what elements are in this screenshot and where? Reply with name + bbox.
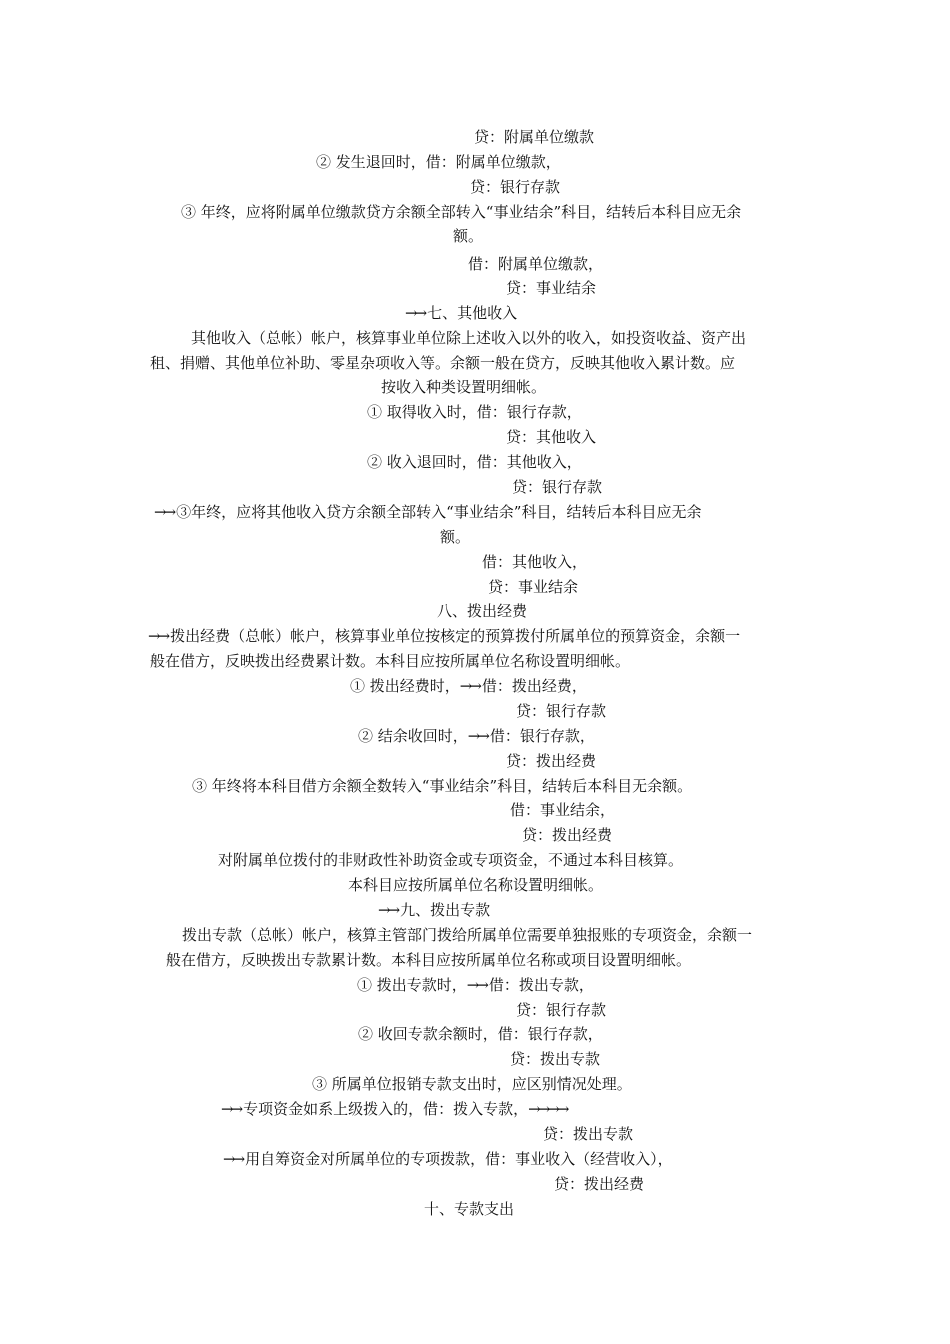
text-line: 般在借方，反映拨出专款累计数。本科目应按所属单位名称或项目设置明细帐。 [166,951,692,969]
text-line: ① 取得收入时，借：银行存款， [367,403,582,421]
text-line: →→ 专项资金如系上级拨入的，借：拨入专款，→→→→ [221,1100,567,1118]
tab-arrow-icon: →→ [467,727,487,745]
section-heading: →→ 七、其他收入 [405,304,518,322]
text-line: 贷：银行存款 [512,478,603,496]
text-line: 般在借方，反映拨出经费累计数。本科目应按所属单位名称设置明细帐。 [150,652,631,670]
section-heading: 八、拨出经费 [437,602,528,620]
text-line: →→ 用自筹资金对所属单位的专项拨款，借：事业收入（经营收入）， [223,1150,673,1168]
text-line: 贷：银行存款 [470,178,561,196]
tab-arrow-icon: →→ [459,677,479,695]
text-line: 贷：拨出经费 [554,1175,645,1193]
tab-arrow-icon: →→ [154,503,174,521]
text-line: 本科目应按所属单位名称设置明细帐。 [348,876,604,894]
text-line: →→ 拨出经费（总帐）帐户，核算事业单位按核定的预算拨付所属单位的预算资金，余额一 [148,627,741,645]
text-line: 额。 [453,227,484,245]
text-line: 贷：拨出专款 [510,1050,601,1068]
text-line: ① 拨出经费时，→→ 借：拨出经费， [350,677,587,695]
text-line: 租、捐赠、其他单位补助、零星杂项收入等。余额一般在贷方，反映其他收入累计数。应 [150,354,736,372]
text-line: 贷：拨出经费 [506,752,597,770]
text-line: ② 收回专款余额时，借：银行存款， [358,1025,603,1043]
text-line: 贷：拨出专款 [543,1125,634,1143]
section-heading: 十、专款支出 [424,1200,515,1218]
text-line: ② 结余收回时，→→ 借：银行存款， [358,727,595,745]
text-line: 额。 [440,528,471,546]
text-line: ② 收入退回时，借：其他收入， [367,453,582,471]
text-line: 借：事业结余， [510,801,616,819]
text-line: ③ 年终，应将附属单位缴款贷方余额全部转入“事业结余”科目，结转后本科目应无余 [181,203,742,221]
text-line: 贷：事业结余 [488,578,579,596]
text-line: →→ ③年终，应将其他收入贷方余额全部转入“事业结余”科目，结转后本科目应无余 [154,503,702,521]
text-line: ③ 年终将本科目借方余额全数转入“事业结余”科目，结转后本科目无余额。 [192,777,693,795]
tab-arrow-icon: →→ [223,1150,243,1168]
text-line: 对附属单位拨付的非财政性补助资金或专项资金，不通过本科目核算。 [218,851,684,869]
text-line: 按收入种类设置明细帐。 [381,378,547,396]
text-line: ③ 所属单位报销专款支出时，应区别情况处理。 [312,1075,632,1093]
tab-arrow-icon: →→ [148,627,168,645]
text-line: 拨出专款（总帐）帐户，核算主管部门拨给所属单位需要单独报账的专项资金，余额一 [182,926,753,944]
text-line: 贷：其他收入 [506,428,597,446]
text-line: 贷：附属单位缴款 [474,128,595,146]
text-line: 贷：事业结余 [506,279,597,297]
text-line: 其他收入（总帐）帐户，核算事业单位除上述收入以外的收入，如投资收益、资产出 [191,329,747,347]
text-line: 贷：银行存款 [516,702,607,720]
text-line: 贷：拨出经费 [522,826,613,844]
tab-arrow-icon: →→→→ [528,1100,567,1118]
text-line: 借：其他收入， [482,553,588,571]
section-heading: →→ 九、拨出专款 [378,901,491,919]
text-line: 贷：银行存款 [516,1001,607,1019]
tab-arrow-icon: →→ [221,1100,241,1118]
tab-arrow-icon: →→ [378,901,398,919]
text-line: ① 拨出专款时，→→ 借：拨出专款， [357,976,594,994]
tab-arrow-icon: →→ [466,976,486,994]
text-line: ② 发生退回时，借：附属单位缴款， [316,153,561,171]
tab-arrow-icon: →→ [405,304,425,322]
text-line: 借：附属单位缴款， [468,255,604,273]
